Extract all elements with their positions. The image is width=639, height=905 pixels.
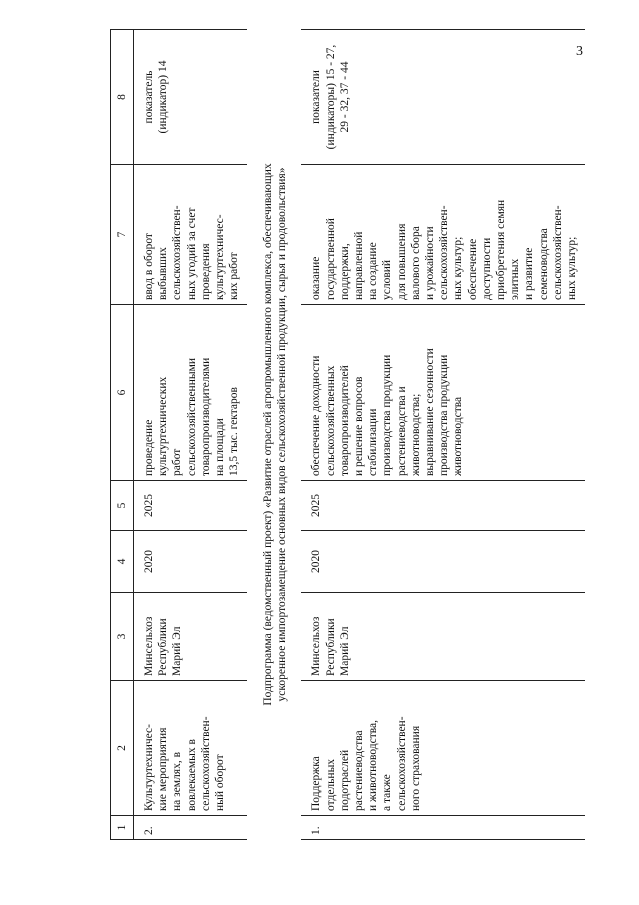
page-number: 3 (576, 44, 583, 59)
executor: Минсельхоз Республики Марий Эл (134, 593, 248, 681)
start-year: 2020 (134, 531, 248, 593)
start-year: 2020 (301, 531, 585, 593)
indicator-link: показатели (индикаторы) 15 - 27, 29 - 32, 37 - 44 (301, 30, 585, 165)
col-header-2: 2 (111, 681, 134, 816)
col-header-1: 1 (111, 816, 134, 840)
end-year: 2025 (301, 481, 585, 531)
subprogram-title: Подпрограмма (ведомственный проект) «Развитие отраслей агропромышленного комплекса, обеспечивающих ускоренное импортозамещение основных видов сельскохозяйственной продукции, сырья и продовольствия» (262, 163, 289, 706)
col-header-8: 8 (111, 30, 134, 165)
events-table (110, 29, 585, 840)
main-directions: оказание государственной поддержки, направленной на создание условий для повышения валового сбора и урожайности сельскохозяйствен- ных культур; обеспечение доступности приобретения семян элитных и развитие семеноводства сельскохозяйствен- ных культур; (301, 165, 585, 305)
measure-name: Культуртехничес- кие мероприятия на землях, в вовлекаемых в сельскохозяйствен- ный оборот (134, 681, 248, 816)
row-number: 1. (301, 816, 585, 840)
rotated-table-container (110, 30, 579, 840)
table-row (134, 30, 248, 840)
expected-result: обеспечение доходности сельскохозяйственных товаропроизводителей и решение вопросов стабилизации производства продукции растениеводства и животноводства; выравнивание сезонности производства продукции животноводства (301, 305, 585, 481)
header-row (111, 30, 134, 840)
executor: Минсельхоз Республики Марий Эл (301, 593, 585, 681)
table-row (301, 30, 585, 840)
end-year: 2025 (134, 481, 248, 531)
col-header-3: 3 (111, 593, 134, 681)
indicator-link: показатель (индикатор) 14 (134, 30, 248, 165)
subprogram-heading-row (247, 30, 301, 840)
row-number: 2. (134, 816, 248, 840)
col-header-5: 5 (111, 481, 134, 531)
measure-name: Поддержка отдельных подотраслей растениеводства и животноводства, а также сельскохозяйствен- ного страхования (301, 681, 585, 816)
main-directions: ввод в оборот выбывших сельскохозяйствен- ных угодий за счет проведения культуртехничес- ких работ (134, 165, 248, 305)
col-header-6: 6 (111, 305, 134, 481)
col-header-4: 4 (111, 531, 134, 593)
col-header-7: 7 (111, 165, 134, 305)
expected-result: проведение культуртехнических работ сельскохозяйственными товаропроизводителями на площади 13,5 тыс. гектаров (134, 305, 248, 481)
